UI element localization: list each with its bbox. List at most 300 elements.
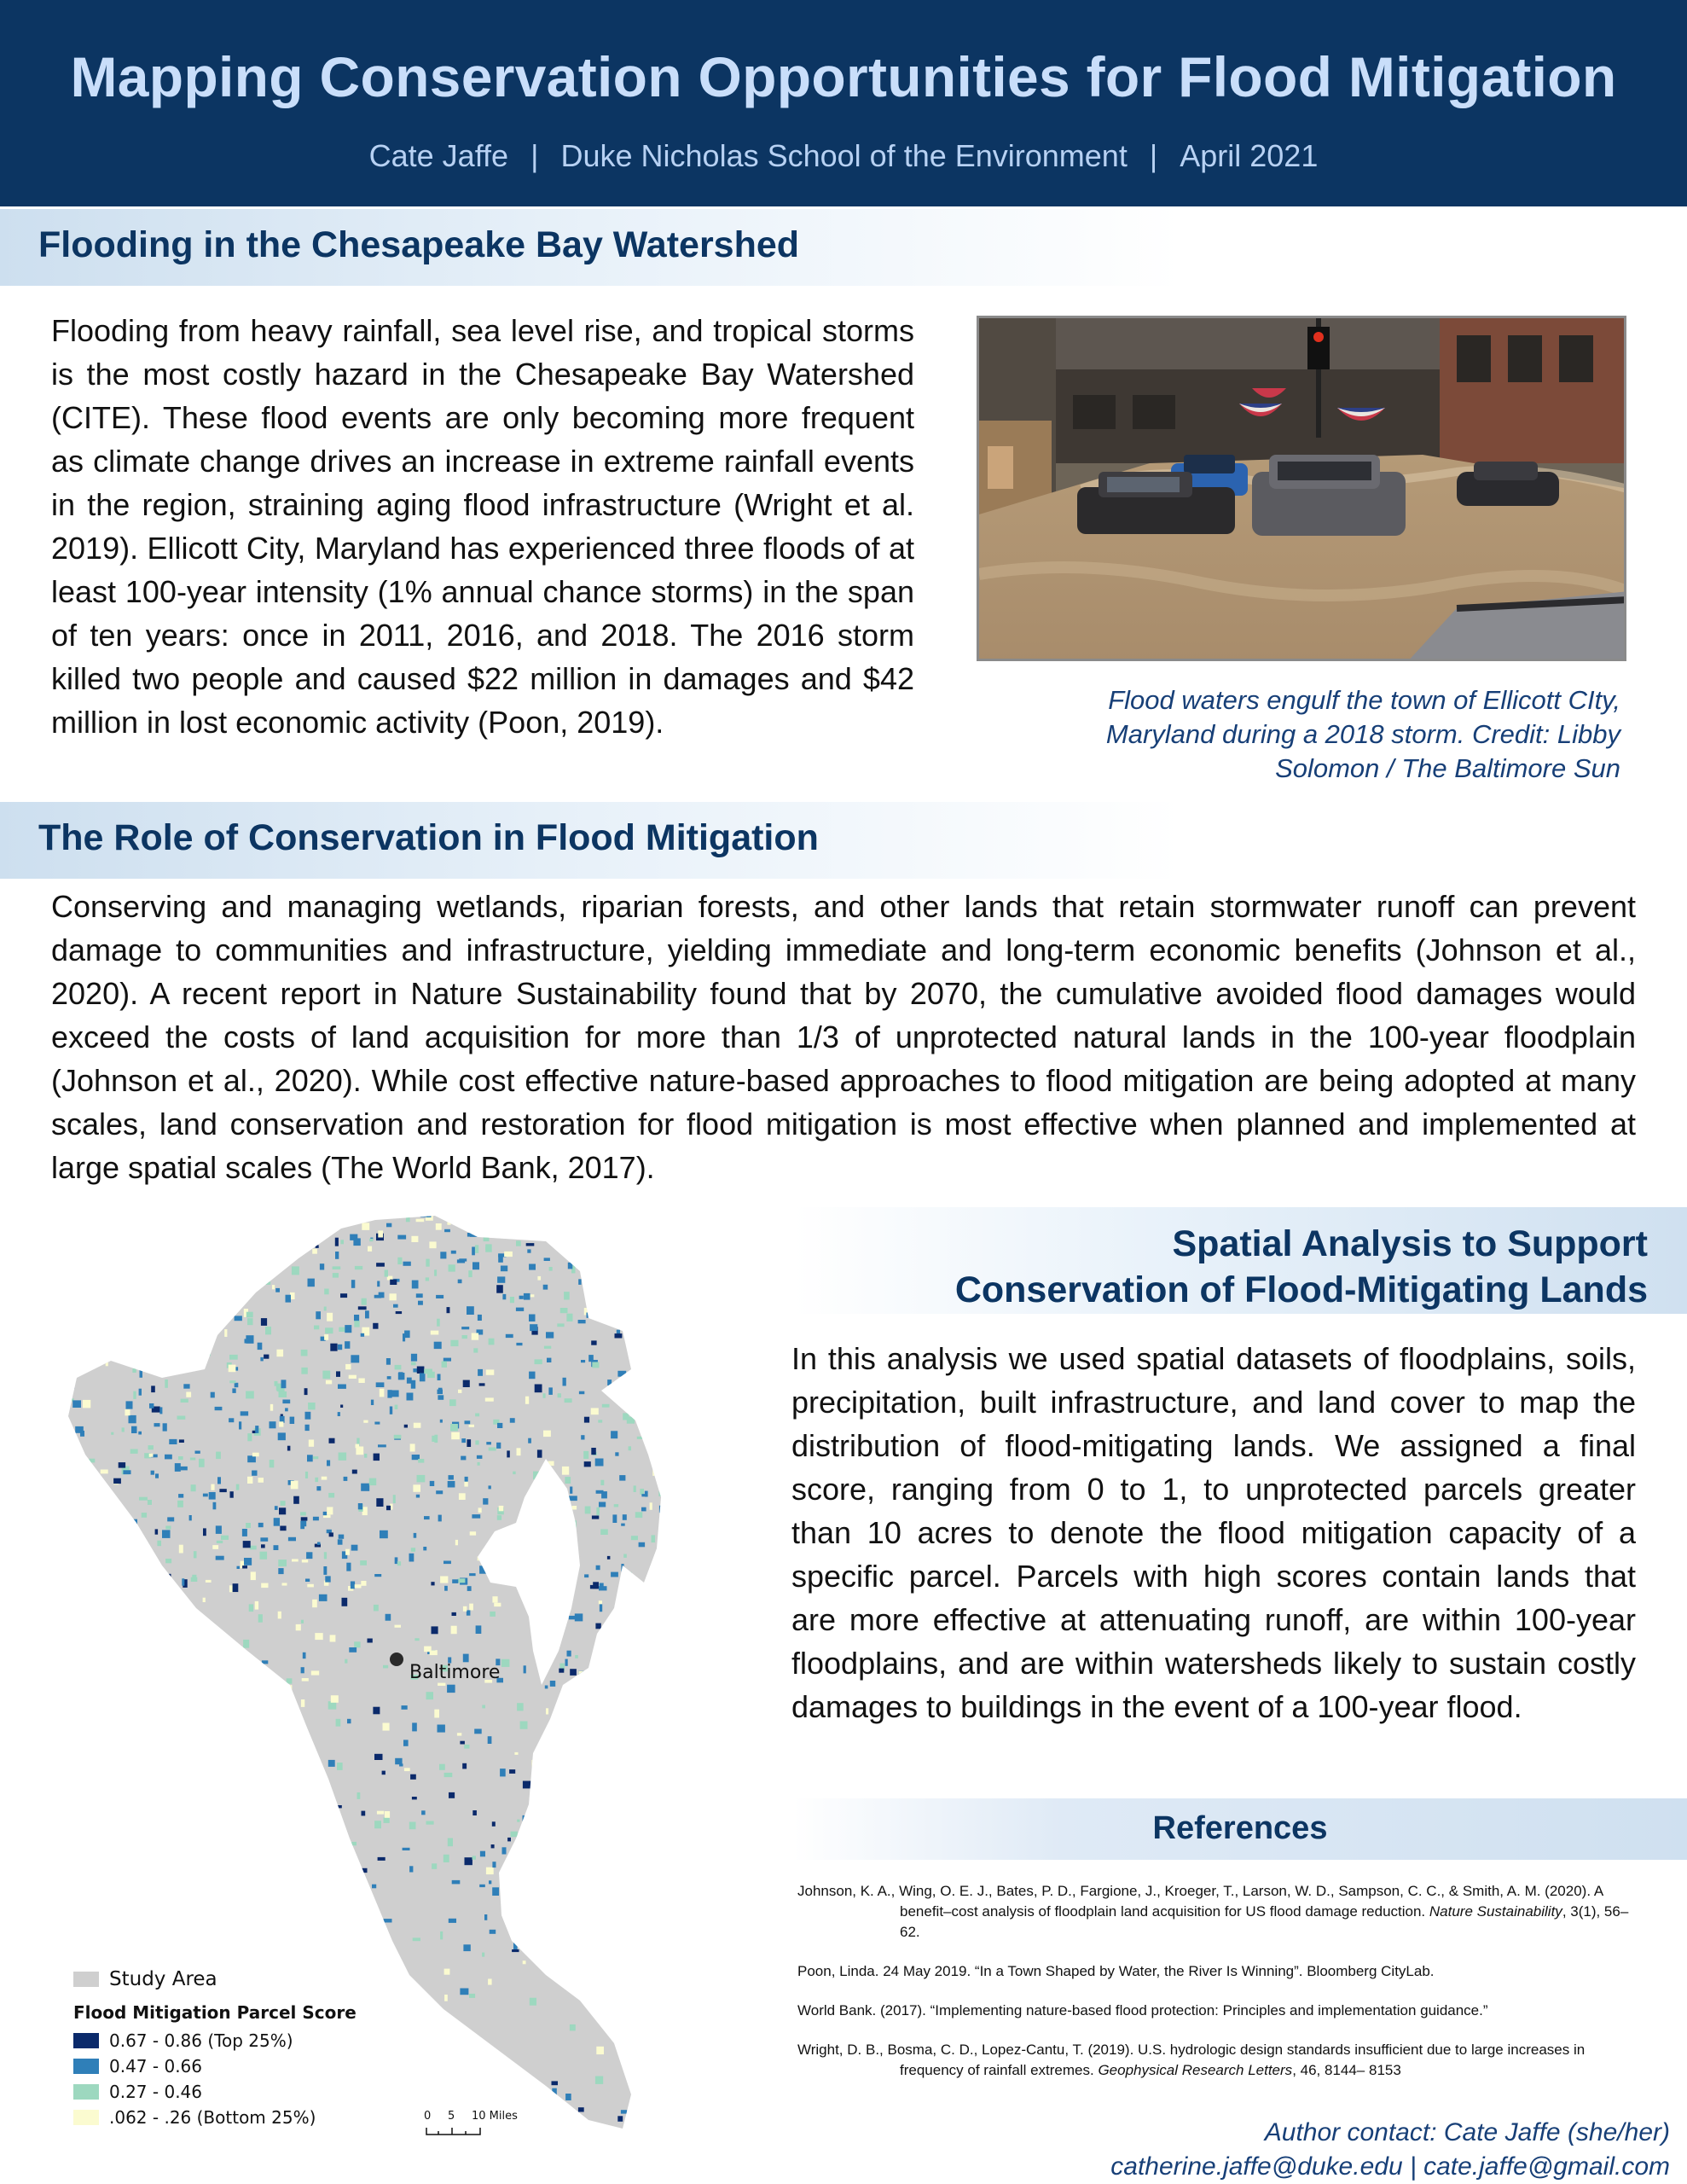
parcel (451, 1432, 460, 1440)
parcel (407, 1393, 414, 1401)
parcel (258, 1838, 261, 1846)
parcel (38, 1446, 44, 1453)
parcel (484, 2065, 493, 2074)
parcel (671, 1248, 678, 1254)
parcel (72, 1211, 78, 1219)
parcel (588, 1355, 594, 1362)
parcel (356, 1447, 363, 1455)
parcel (217, 1541, 223, 1543)
parcel (438, 1395, 443, 1400)
parcel (220, 1829, 227, 1837)
parcel (140, 1370, 143, 1378)
parcel (544, 1258, 550, 1261)
parcel (50, 1859, 55, 1865)
parcel (571, 2131, 575, 2137)
parcel (362, 1223, 369, 1230)
parcel (603, 2015, 609, 2018)
scale-tick-10: 10 Miles (472, 2110, 518, 2123)
parcel (325, 1576, 330, 1582)
parcel (395, 1557, 398, 1564)
parcel (472, 1810, 477, 1815)
parcel (449, 1475, 454, 1479)
parcel (339, 1835, 346, 1844)
parcel (479, 1885, 485, 1887)
parcel (140, 1745, 148, 1749)
parcel (278, 1612, 281, 1619)
parcel (525, 1397, 529, 1404)
parcel (581, 1210, 583, 1217)
parcel (56, 1785, 63, 1792)
parcel (119, 1462, 125, 1468)
parcel (215, 1407, 223, 1410)
parcel (592, 1362, 599, 1368)
legend-class-3 (73, 2079, 357, 2105)
parcel (470, 1228, 478, 1237)
parcel (208, 1853, 217, 1861)
parcel (360, 1560, 367, 1565)
parcel (179, 1303, 186, 1307)
parcel (667, 1237, 670, 1245)
parcel (262, 1224, 268, 1231)
parcel (251, 1571, 256, 1580)
parcel (462, 1763, 467, 1769)
parcel (313, 1517, 319, 1521)
parcel (74, 1715, 82, 1719)
parcel (288, 1537, 296, 1542)
parcel (444, 1229, 450, 1232)
parcel (187, 1213, 191, 1222)
parcel (347, 1719, 351, 1723)
parcel (478, 1507, 482, 1513)
parcel (334, 1805, 342, 1808)
parcel (592, 1516, 599, 1519)
parcel (641, 1235, 649, 1244)
parcel (230, 1491, 234, 1498)
parcel (543, 1540, 548, 1546)
parcel (380, 1531, 388, 1538)
parcel (53, 1695, 60, 1701)
parcel (36, 1696, 39, 1699)
parcel (301, 1620, 304, 1623)
parcel (612, 1248, 616, 1252)
parcel (292, 1559, 299, 1561)
parcel (444, 1586, 448, 1591)
section-heading-band (793, 1207, 1687, 1314)
parcel (265, 1327, 271, 1334)
parcel (633, 1982, 641, 1987)
parcel (205, 1350, 211, 1356)
parcel (188, 1211, 195, 1217)
parcel (88, 1536, 93, 1543)
parcel (390, 1280, 397, 1285)
parcel (450, 1340, 458, 1346)
parcel (496, 1285, 503, 1293)
parcel (264, 1834, 269, 1842)
parcel (409, 1866, 413, 1872)
parcel (292, 1266, 299, 1275)
parcel (247, 1433, 252, 1441)
parcel (62, 1637, 70, 1645)
parcel (460, 1989, 468, 1995)
parcel (125, 1409, 130, 1415)
parcel (242, 1827, 246, 1831)
spatial-heading-line2: Conservation of Flood-Mitigating Lands (954, 1269, 1648, 1310)
parcel (55, 1767, 61, 1774)
parcel (144, 1572, 151, 1580)
parcel (39, 1654, 48, 1661)
parcel (431, 1582, 434, 1585)
parcel (239, 1421, 241, 1429)
parcel (222, 1800, 229, 1804)
parcel (368, 1246, 372, 1252)
parcel (609, 1813, 613, 1818)
parcel (478, 1315, 482, 1321)
parcel (251, 1210, 258, 1217)
parcel (301, 1350, 308, 1356)
parcel (480, 1851, 485, 1857)
parcel (672, 1798, 675, 1802)
parcel (44, 1441, 48, 1449)
parcel (566, 1968, 569, 1972)
parcel (253, 1280, 259, 1283)
parcel (300, 1521, 304, 1529)
parcel (221, 1722, 228, 1725)
parcel (128, 1576, 131, 1578)
parcel (415, 1638, 419, 1641)
parcel (511, 1832, 518, 1838)
parcel (600, 1529, 608, 1535)
parcel (361, 1484, 369, 1491)
parcel (243, 1728, 249, 1732)
parcel (438, 1683, 445, 1686)
parcel (643, 1714, 647, 1716)
parcel (561, 1937, 570, 1941)
parcel (624, 1694, 630, 1699)
parcel (110, 1294, 113, 1298)
parcel (96, 1257, 101, 1263)
parcel (52, 1276, 55, 1281)
parcel (580, 1908, 586, 1912)
parcel (660, 1426, 666, 1429)
parcel (53, 1322, 61, 1327)
parcel (323, 1566, 327, 1575)
parcel (199, 1459, 205, 1467)
parcel (287, 1678, 293, 1683)
parcel (219, 1747, 227, 1753)
section-heading-spatial (955, 1221, 1648, 1313)
parcel (537, 1604, 545, 1612)
parcel (581, 1360, 585, 1362)
parcel (529, 1264, 536, 1270)
parcel (335, 1238, 339, 1246)
parcel (565, 1829, 573, 1832)
parcel (203, 1879, 206, 1885)
parcel (287, 1446, 291, 1451)
parcel (270, 1421, 276, 1428)
separator: | (1149, 138, 1158, 173)
parcel (374, 1574, 381, 1577)
parcel (120, 1350, 126, 1356)
parcel (61, 1919, 67, 1925)
parcel (336, 1840, 342, 1845)
parcel (509, 1769, 515, 1774)
parcel (411, 1236, 418, 1242)
parcel (616, 1759, 619, 1765)
parcel (104, 1250, 112, 1258)
parcel (225, 1795, 234, 1802)
parcel (368, 1639, 373, 1643)
parcel (281, 1380, 287, 1388)
parcel (674, 1416, 680, 1419)
parcel (358, 1379, 364, 1384)
parcel (543, 1285, 548, 1290)
parcel (499, 1506, 504, 1511)
parcel (325, 1327, 333, 1333)
parcel (94, 1583, 102, 1591)
parcel (157, 1745, 160, 1747)
parcel (203, 1930, 211, 1932)
parcel (641, 1788, 645, 1791)
parcel (447, 2092, 450, 2100)
spatial-heading-line1: Spatial Analysis to Support (1172, 1223, 1648, 1264)
parcel (491, 1844, 495, 1848)
parcel (246, 1312, 253, 1318)
parcel (316, 1245, 319, 1248)
parcel (527, 1518, 530, 1524)
parcel (527, 1249, 530, 1252)
parcel (299, 1938, 307, 1947)
parcel (655, 1410, 662, 1417)
parcel (61, 1443, 68, 1449)
parcel (646, 1629, 648, 1632)
parcel (416, 1495, 420, 1498)
poster-title: Mapping Conservation Opportunities for Flood Mitigation (70, 45, 1617, 108)
parcel (307, 1224, 310, 1231)
parcel (642, 1254, 648, 1258)
parcel (567, 1651, 571, 1657)
parcel (482, 1207, 487, 1211)
parcel (45, 1679, 49, 1687)
parcel (84, 1669, 90, 1674)
parcel (79, 1579, 88, 1587)
parcel (516, 1240, 521, 1246)
parcel (82, 1824, 86, 1828)
parcel (189, 1607, 192, 1612)
parcel (148, 1846, 153, 1850)
parcel (324, 1552, 327, 1559)
parcel (126, 1584, 134, 1588)
parcel (386, 1614, 391, 1621)
parcel (152, 1217, 155, 1221)
parcel (191, 1640, 194, 1643)
parcel (166, 1873, 174, 1880)
parcel (652, 1470, 661, 1476)
parcel (181, 1399, 188, 1403)
parcel (386, 1223, 391, 1228)
parcel (306, 1552, 312, 1559)
parcel (89, 1745, 96, 1751)
parcel (355, 1266, 362, 1269)
parcel (402, 1705, 408, 1710)
parcel (545, 2137, 551, 2144)
parcel (647, 1250, 656, 1257)
parcel (591, 1408, 599, 1414)
parcel (641, 1774, 647, 1780)
parcel (302, 1678, 309, 1682)
parcel (135, 1834, 140, 1843)
parcel (217, 1477, 221, 1484)
parcel (296, 1624, 301, 1630)
parcel (256, 1910, 261, 1919)
parcel (351, 1355, 359, 1362)
parcel (668, 1387, 675, 1391)
parcel (607, 1380, 612, 1385)
parcel (226, 1227, 230, 1235)
parcel (401, 2005, 409, 2011)
parcel (499, 1542, 501, 1549)
parcel (66, 1461, 70, 1465)
parcel (552, 2081, 559, 2085)
parcel (677, 1979, 685, 1984)
parcel (542, 1589, 546, 1598)
parcel (338, 1908, 344, 1915)
parcel (465, 1477, 468, 1482)
parcel (413, 1937, 420, 1941)
parcel (383, 1665, 388, 1669)
parcel (101, 1338, 108, 1341)
parcel (472, 1333, 478, 1340)
parcel (171, 1875, 178, 1880)
parcel (510, 1297, 514, 1303)
parcel (315, 1478, 318, 1482)
parcel (596, 1490, 604, 1494)
parcel (519, 1296, 524, 1299)
parcel (342, 1598, 348, 1606)
parcel (615, 1641, 620, 1646)
parcel (469, 1604, 473, 1611)
parcel (623, 1514, 627, 1520)
parcel (336, 1719, 341, 1727)
parcel (668, 1754, 670, 1759)
parcel (307, 1455, 313, 1461)
parcel (578, 1279, 581, 1285)
parcel (372, 1885, 376, 1889)
parcel (559, 1669, 564, 1673)
parcel (578, 2107, 584, 2111)
legend-title: Flood Mitigation Parcel Score (73, 2002, 357, 2023)
parcel (218, 1830, 226, 1835)
parcel (209, 1492, 216, 1500)
parcel (243, 1292, 249, 1300)
parcel (507, 1450, 510, 1457)
parcel (189, 1944, 193, 1953)
parcel (216, 1525, 222, 1534)
parcel (194, 1224, 202, 1228)
date: April 2021 (1180, 138, 1319, 173)
parcel (61, 1467, 65, 1472)
parcel (570, 1525, 574, 1528)
parcel (351, 1545, 358, 1551)
parcel (670, 1698, 678, 1705)
parcel (146, 1341, 150, 1350)
parcel (612, 1514, 617, 1523)
parcel (43, 1458, 49, 1467)
parcel (406, 1214, 410, 1223)
parcel (599, 1586, 607, 1590)
parcel (515, 1898, 518, 1903)
parcel (139, 1389, 142, 1396)
parcel (223, 1647, 228, 1650)
parcel (387, 1390, 391, 1397)
parcel (229, 1904, 235, 1913)
parcel (646, 1435, 649, 1438)
parcel (648, 1212, 654, 1217)
parcel (500, 1769, 506, 1776)
parcel (71, 1591, 77, 1599)
parcel (465, 1420, 471, 1424)
parcel (327, 1461, 330, 1467)
scale-tick-5: 5 (448, 2110, 455, 2123)
parcel (122, 1427, 125, 1432)
parcel (353, 1238, 360, 1246)
parcel (576, 1682, 583, 1689)
parcel (653, 1830, 659, 1837)
parcel (479, 1383, 485, 1385)
parcel (465, 1857, 472, 1865)
parcel (49, 2070, 57, 2078)
parcel (618, 1246, 622, 1253)
parcel (522, 1824, 527, 1827)
parcel (164, 1574, 171, 1581)
institution: Duke Nicholas School of the Environment (560, 138, 1128, 173)
parcel (492, 1223, 496, 1228)
parcel (43, 1574, 51, 1579)
parcel (189, 1296, 194, 1300)
author-name: Cate Jaffe (368, 138, 509, 173)
parcel (615, 1333, 623, 1338)
parcel (238, 1233, 243, 1236)
parcel (49, 1845, 55, 1850)
parcel (611, 1828, 617, 1833)
parcel (36, 1849, 39, 1856)
parcel (440, 1931, 443, 1940)
parcel (523, 1781, 530, 1789)
parcel (430, 1481, 434, 1486)
parcel (96, 1505, 105, 1513)
parcel (224, 1738, 229, 1745)
parcel (553, 1507, 556, 1515)
parcel (662, 1381, 664, 1390)
poster-header (0, 0, 1687, 206)
parcel (675, 1835, 681, 1839)
parcel (670, 1466, 675, 1468)
parcel (167, 1272, 171, 1275)
parcel (42, 1209, 44, 1215)
parcel (670, 1345, 677, 1352)
poster-subtitle (0, 138, 1687, 174)
parcel (543, 1393, 546, 1398)
parcel (287, 1847, 292, 1854)
parcel (496, 1443, 501, 1449)
parcel (105, 1510, 113, 1517)
parcel (95, 1306, 101, 1311)
parcel (89, 1589, 96, 1597)
parcel (125, 1798, 130, 1803)
parcel (391, 1391, 398, 1397)
parcel (477, 1455, 483, 1459)
parcel (178, 1456, 183, 1460)
legend-swatch (73, 1972, 99, 1987)
